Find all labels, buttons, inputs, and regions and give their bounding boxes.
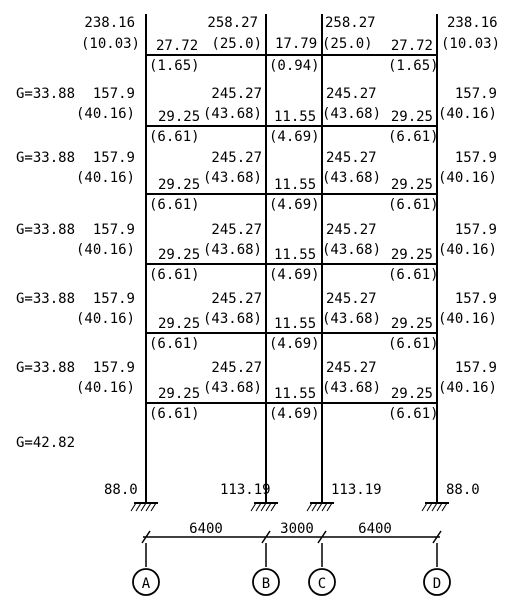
top-beam-bc-mid: (0.94) — [269, 58, 320, 74]
base-load-d: 88.0 — [446, 482, 480, 498]
ground-load-label: G=42.82 — [16, 435, 76, 451]
floor-2-beam-bc-end: 11.55 — [274, 177, 317, 193]
floor-4-beam-ab-mid: (6.61) — [149, 336, 200, 352]
support-hatch-a — [151, 503, 156, 511]
floor-2-beam-ab-end: 29.25 — [158, 177, 201, 193]
floor-5-col-a-sub: (40.16) — [75, 380, 135, 396]
floor-1-beam-cd-end: 29.25 — [390, 109, 433, 125]
support-hatch-b — [251, 503, 256, 511]
axis-label-a: A — [141, 576, 151, 592]
top-col-c-sub: (25.0) — [322, 36, 373, 52]
floor-4-beam-bc-mid: (4.69) — [269, 336, 320, 352]
floor-5-col-b-sub: (43.68) — [202, 380, 262, 396]
floor-3-beam-ab-end: 29.25 — [158, 247, 201, 263]
top-col-a-sub: (10.03) — [80, 36, 140, 52]
floor-1-col-b-top: 245.27 — [211, 86, 262, 102]
floor-4-beam-cd-end: 29.25 — [390, 316, 433, 332]
support-hatch-d — [427, 503, 432, 511]
support-hatch-c — [312, 503, 317, 511]
support-hatch-a — [131, 503, 136, 511]
floor-3-beam-cd-end: 29.25 — [390, 247, 433, 263]
floor-4-beam-bc-end: 11.55 — [274, 316, 317, 332]
base-load-a: 88.0 — [104, 482, 138, 498]
floor-3-col-c-sub: (43.68) — [322, 242, 382, 258]
floor-4-col-c-top: 245.27 — [326, 291, 377, 307]
floor-5-beam-cd-mid: (6.61) — [388, 406, 439, 422]
floor-1-col-b-sub: (43.68) — [202, 106, 262, 122]
top-beam-bc-end: 17.79 — [275, 36, 318, 52]
support-hatch-b — [266, 503, 271, 511]
support-hatch-a — [146, 503, 151, 511]
floor-1-beam-ab-mid: (6.61) — [149, 129, 200, 145]
floor-2-beam-cd-mid: (6.61) — [388, 197, 439, 213]
floor-3-col-d-sub: (40.16) — [437, 242, 497, 258]
floor-2-col-a-top: 157.9 — [92, 150, 135, 166]
floor-1-col-a-sub: (40.16) — [75, 106, 135, 122]
floor-3-col-d-top: 157.9 — [454, 222, 497, 238]
floor-5-col-d-top: 157.9 — [454, 360, 497, 376]
floor-5-col-c-top: 245.27 — [326, 360, 377, 376]
support-hatch-c — [327, 503, 332, 511]
floor-5-col-a-top: 157.9 — [92, 360, 135, 376]
floor-5-col-d-sub: (40.16) — [437, 380, 497, 396]
floor-3-col-b-sub: (43.68) — [202, 242, 262, 258]
top-col-d-top: 238.16 — [447, 15, 498, 31]
floor-3-col-c-top: 245.27 — [326, 222, 377, 238]
floor-4-col-d-sub: (40.16) — [437, 311, 497, 327]
floor-4-load-label: G=33.88 — [16, 291, 76, 307]
floor-1-col-d-sub: (40.16) — [437, 106, 497, 122]
support-hatch-d — [437, 503, 442, 511]
floor-1-beam-bc-end: 11.55 — [274, 109, 317, 125]
floor-2-col-c-sub: (43.68) — [322, 170, 382, 186]
floor-2-col-b-sub: (43.68) — [202, 170, 262, 186]
top-col-b-sub: (25.0) — [211, 36, 262, 52]
support-hatch-b — [256, 503, 261, 511]
floor-2-col-d-sub: (40.16) — [437, 170, 497, 186]
top-beam-cd-end: 27.72 — [390, 38, 433, 54]
floor-1-col-d-top: 157.9 — [454, 86, 497, 102]
floor-4-col-b-top: 245.27 — [211, 291, 262, 307]
support-hatch-a — [141, 503, 146, 511]
floor-2-col-c-top: 245.27 — [326, 150, 377, 166]
floor-1-beam-cd-mid: (6.61) — [388, 129, 439, 145]
floor-1-load-label: G=33.88 — [16, 86, 76, 102]
support-hatch-b — [271, 503, 276, 511]
floor-4-col-a-sub: (40.16) — [75, 311, 135, 327]
base-load-c: 113.19 — [331, 482, 382, 498]
floor-4-col-a-top: 157.9 — [92, 291, 135, 307]
floor-1-col-c-sub: (43.68) — [322, 106, 382, 122]
floor-5-beam-cd-end: 29.25 — [390, 386, 433, 402]
floor-3-beam-bc-mid: (4.69) — [269, 267, 320, 283]
floor-2-beam-cd-end: 29.25 — [390, 177, 433, 193]
axis-label-b: B — [261, 576, 271, 592]
top-col-a-top: 238.16 — [84, 15, 135, 31]
top-beam-ab-end: 27.72 — [156, 38, 199, 54]
span-ab: 6400 — [189, 521, 223, 537]
floor-4-col-c-sub: (43.68) — [322, 311, 382, 327]
floor-5-col-b-top: 245.27 — [211, 360, 262, 376]
support-hatch-d — [442, 503, 447, 511]
frame-labels — [16, 15, 500, 592]
floor-3-col-a-sub: (40.16) — [75, 242, 135, 258]
floor-4-col-d-top: 157.9 — [454, 291, 497, 307]
span-cd: 6400 — [358, 521, 392, 537]
support-hatch-a — [136, 503, 141, 511]
support-hatch-d — [432, 503, 437, 511]
support-hatch-c — [317, 503, 322, 511]
floor-5-beam-ab-mid: (6.61) — [149, 406, 200, 422]
floor-5-beam-bc-mid: (4.69) — [269, 406, 320, 422]
top-col-d-sub: (10.03) — [441, 36, 501, 52]
floor-5-beam-ab-end: 29.25 — [158, 386, 201, 402]
top-beam-ab-mid: (1.65) — [149, 58, 200, 74]
floor-3-beam-bc-end: 11.55 — [274, 247, 317, 263]
floor-1-col-c-top: 245.27 — [326, 86, 377, 102]
floor-4-beam-cd-mid: (6.61) — [388, 336, 439, 352]
floor-2-col-a-sub: (40.16) — [75, 170, 135, 186]
support-hatch-c — [322, 503, 327, 511]
support-hatch-b — [261, 503, 266, 511]
span-bc: 3000 — [280, 521, 314, 537]
floor-2-beam-ab-mid: (6.61) — [149, 197, 200, 213]
frame-structure — [131, 14, 450, 595]
floor-2-beam-bc-mid: (4.69) — [269, 197, 320, 213]
floor-4-col-b-sub: (43.68) — [202, 311, 262, 327]
floor-3-beam-ab-mid: (6.61) — [149, 267, 200, 283]
floor-3-beam-cd-mid: (6.61) — [388, 267, 439, 283]
floor-5-load-label: G=33.88 — [16, 360, 76, 376]
base-load-b: 113.19 — [220, 482, 271, 498]
floor-4-beam-ab-end: 29.25 — [158, 316, 201, 332]
floor-1-col-a-top: 157.9 — [92, 86, 135, 102]
support-hatch-d — [422, 503, 427, 511]
floor-1-beam-ab-end: 29.25 — [158, 109, 201, 125]
floor-1-beam-bc-mid: (4.69) — [269, 129, 320, 145]
floor-5-beam-bc-end: 11.55 — [274, 386, 317, 402]
support-hatch-c — [307, 503, 312, 511]
floor-3-col-a-top: 157.9 — [92, 222, 135, 238]
axis-label-d: D — [432, 576, 442, 592]
top-col-b-top: 258.27 — [207, 15, 258, 31]
floor-5-col-c-sub: (43.68) — [322, 380, 382, 396]
top-beam-cd-mid: (1.65) — [388, 58, 439, 74]
axis-label-c: C — [317, 576, 327, 592]
floor-2-col-d-top: 157.9 — [454, 150, 497, 166]
floor-2-col-b-top: 245.27 — [211, 150, 262, 166]
floor-3-col-b-top: 245.27 — [211, 222, 262, 238]
floor-2-load-label: G=33.88 — [16, 150, 76, 166]
top-col-c-top: 258.27 — [325, 15, 376, 31]
floor-3-load-label: G=33.88 — [16, 222, 76, 238]
